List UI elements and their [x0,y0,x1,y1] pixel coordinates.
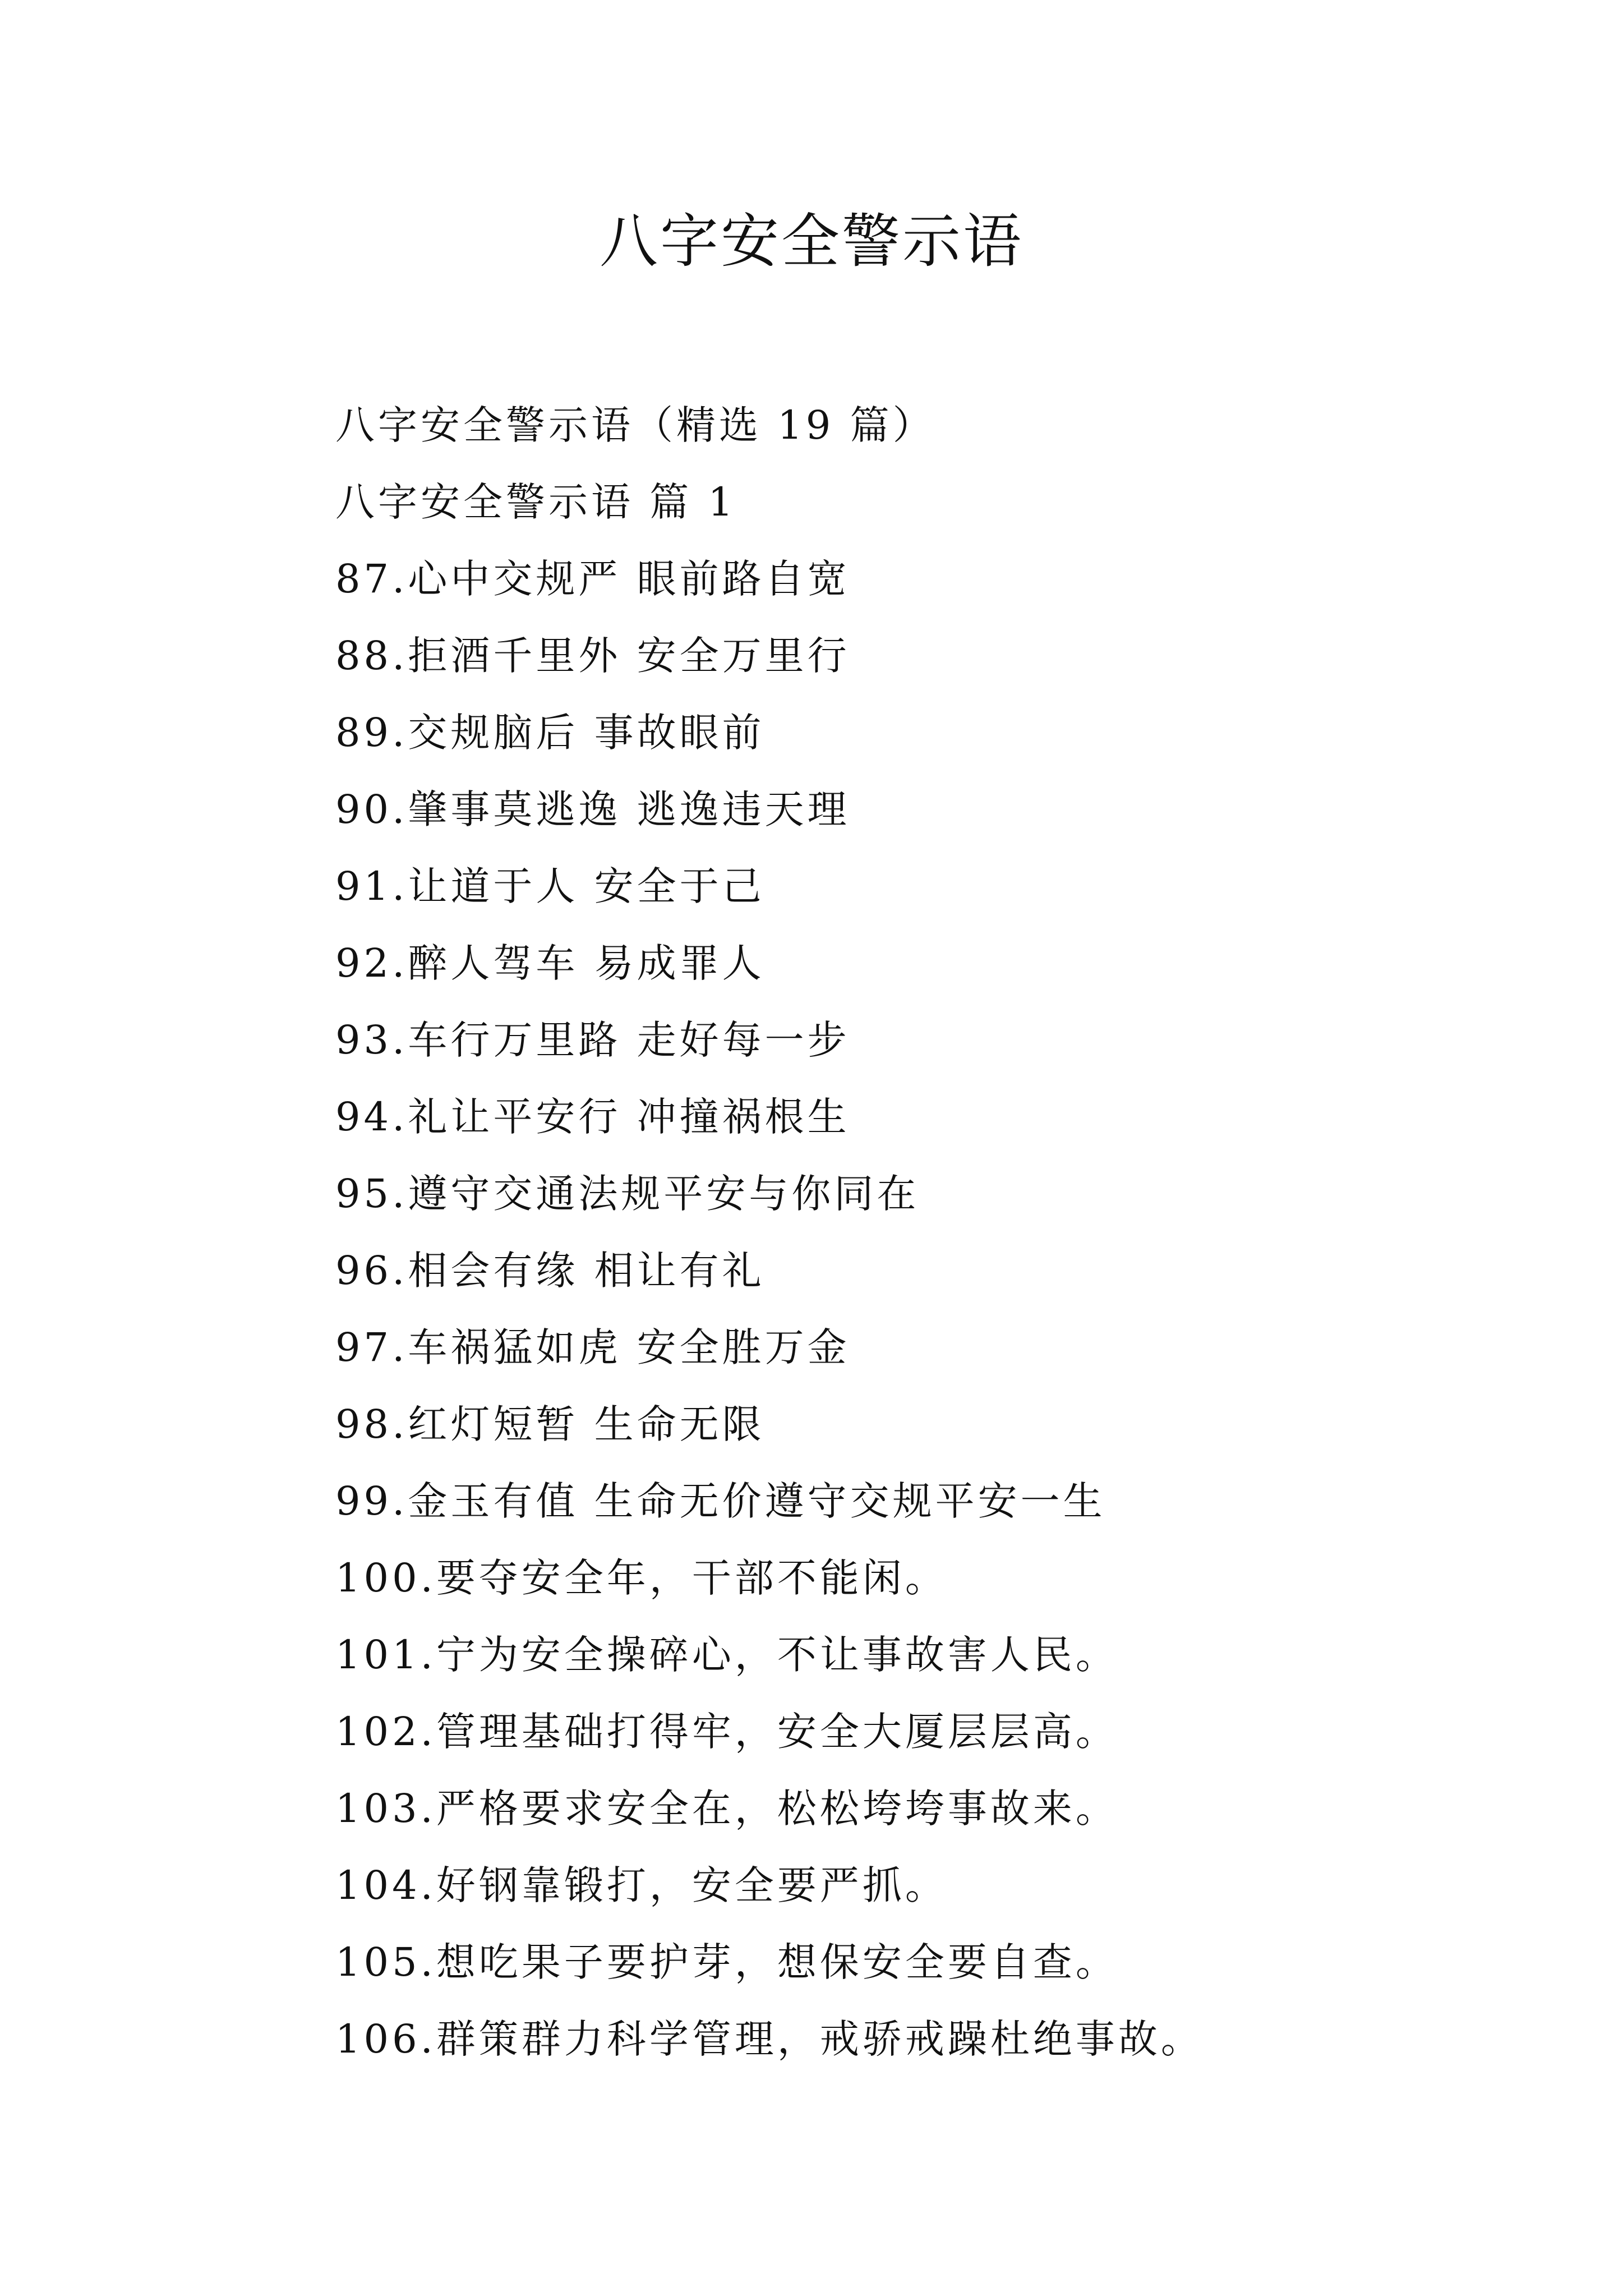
list-item: 96.相会有缘 相让有礼 [335,1248,765,1294]
list-item: 90.肇事莫逃逸 逃逸违天理 [335,786,850,832]
list-item: 98.红灯短暂 生命无限 [335,1401,765,1447]
list-item: 104.好钢靠锻打，安全要严抓。 [335,1862,948,1908]
list-item: 93.车行万里路 走好每一步 [335,1017,850,1063]
list-item: 95.遵守交通法规平安与你同在 [335,1171,920,1217]
list-item: 100.要夺安全年，干部不能闲。 [335,1555,948,1601]
section-heading: 八字安全警示语 篇 1 [335,479,737,525]
list-item: 106.群策群力科学管理，戒骄戒躁杜绝事故。 [335,2016,1204,2062]
list-item: 89.交规脑后 事故眼前 [335,710,765,756]
list-item: 102.管理基础打得牢，安全大厦层层高。 [335,1709,1118,1755]
list-item: 105.想吃果子要护芽，想保安全要自查。 [335,1939,1118,1985]
list-item: 91.让道于人 安全于己 [335,863,765,909]
list-item: 88.拒酒千里外 安全万里行 [335,633,850,679]
document-title: 八字安全警示语 [599,207,1023,275]
list-item: 94.礼让平安行 冲撞祸根生 [335,1094,850,1140]
document-subtitle: 八字安全警示语（精选 19 篇） [335,402,935,448]
list-item: 99.金玉有值 生命无价遵守交规平安一生 [335,1478,1106,1524]
list-item: 87.心中交规严 眼前路自宽 [335,556,850,602]
list-item: 101.宁为安全操碎心，不让事故害人民。 [335,1632,1118,1678]
document-body [335,387,1597,2078]
list-item: 97.车祸猛如虎 安全胜万金 [335,1324,850,1370]
list-item: 103.严格要求安全在，松松垮垮事故来。 [335,1786,1118,1832]
list-item: 92.醉人驾车 易成罪人 [335,940,765,986]
